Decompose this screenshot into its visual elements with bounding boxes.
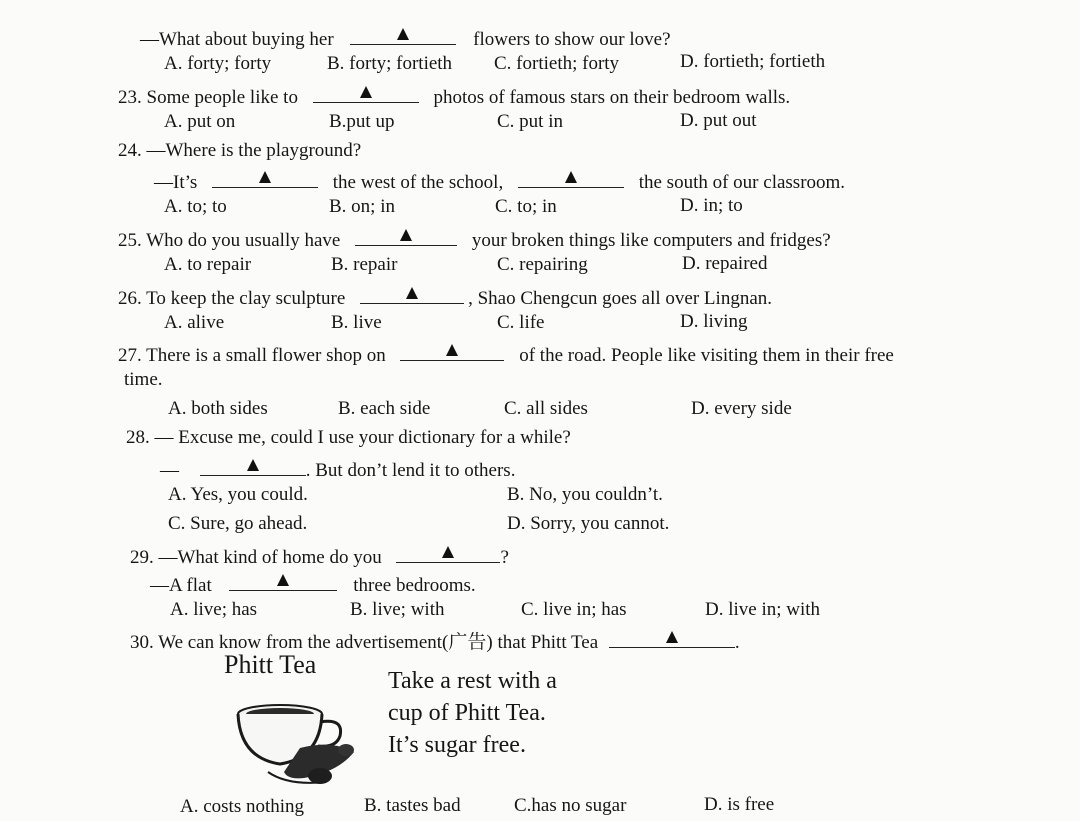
q29-stem: [130, 542, 509, 569]
q22-stem-start: —What about buying her: [140, 29, 334, 50]
triangle-marker-icon: [406, 287, 418, 299]
q28-option-d[interactable]: D. Sorry, you cannot.: [507, 513, 670, 534]
triangle-marker-icon: [277, 574, 289, 586]
q25-option-b[interactable]: B. repair: [331, 254, 398, 275]
q30-option-d[interactable]: D. is free: [704, 794, 775, 815]
q28-option-c[interactable]: C. Sure, go ahead.: [168, 513, 308, 534]
q22-stem: [140, 24, 671, 51]
q27-stem-end: of the road. People like visiting them in their free: [519, 345, 894, 366]
ad-line-3: It’s sugar free.: [388, 732, 526, 758]
q28-stem: [160, 455, 515, 482]
q24-option-d[interactable]: D. in; to: [680, 195, 743, 216]
q28-stem-end: . But don’t lend it to others.: [305, 460, 516, 481]
q29-option-c[interactable]: C. live in; has: [521, 599, 627, 620]
q23-stem-end: photos of famous stars on their bedroom walls.: [433, 87, 791, 108]
triangle-marker-icon: [442, 546, 454, 558]
q29-blank-2[interactable]: [229, 570, 337, 591]
q27-option-a[interactable]: A. both sides: [168, 398, 268, 419]
q25-option-d[interactable]: D. repaired: [682, 253, 768, 274]
q30-option-c[interactable]: C.has no sugar: [514, 795, 627, 816]
q26-blank[interactable]: [360, 283, 464, 304]
q24-option-a[interactable]: A. to; to: [164, 196, 227, 217]
q25-option-a[interactable]: A. to repair: [164, 254, 252, 275]
ad-title: Phitt Tea: [224, 650, 317, 679]
q29-answer-end: three bedrooms.: [353, 575, 476, 596]
q28-stem-start: —: [160, 460, 179, 481]
q27-blank[interactable]: [400, 340, 504, 361]
q29-answer-start: —A flat: [150, 575, 212, 596]
q26-stem-start: 26. To keep the clay sculpture: [118, 288, 346, 309]
q23-stem: [118, 82, 790, 109]
triangle-marker-icon: [247, 459, 259, 471]
q23-blank[interactable]: [313, 82, 419, 103]
q26-stem: [118, 283, 772, 310]
q29-answer-stem: [150, 570, 476, 597]
q29-option-b[interactable]: B. live; with: [350, 599, 445, 620]
q29-blank-1[interactable]: [396, 542, 500, 563]
q30-stem: [130, 627, 740, 654]
q22-option-b[interactable]: B. forty; fortieth: [327, 53, 453, 74]
triangle-marker-icon: [446, 344, 458, 356]
q26-option-d[interactable]: D. living: [680, 311, 748, 332]
q22-option-a[interactable]: A. forty; forty: [164, 53, 272, 74]
q25-stem-start: 25. Who do you usually have: [118, 230, 341, 251]
q27-option-d[interactable]: D. every side: [691, 398, 792, 419]
q29-stem-end: ?: [500, 547, 509, 568]
ad-line-1: Take a rest with a: [388, 668, 557, 694]
q27-option-c[interactable]: C. all sides: [504, 398, 588, 419]
q25-stem: [118, 225, 831, 252]
q24-stem-end: the south of our classroom.: [638, 172, 846, 193]
q22-blank[interactable]: [350, 24, 456, 45]
q25-option-c[interactable]: C. repairing: [497, 254, 588, 275]
tea-cup-icon: [228, 690, 368, 790]
q27-stem: [118, 340, 894, 367]
triangle-marker-icon: [259, 171, 271, 183]
q22-stem-end: flowers to show our love?: [473, 29, 671, 50]
q28-blank[interactable]: [200, 455, 306, 476]
q23-stem-start: 23. Some people like to: [118, 87, 298, 108]
q25-blank[interactable]: [355, 225, 457, 246]
q28-line1: 28. — Excuse me, could I use your dictionary for a while?: [126, 427, 571, 448]
q25-stem-end: your broken things like computers and fridges?: [471, 230, 831, 251]
q30-option-b[interactable]: B. tastes bad: [364, 795, 461, 816]
q24-option-b[interactable]: B. on; in: [329, 196, 395, 217]
q30-option-a[interactable]: A. costs nothing: [180, 796, 305, 817]
q29-option-a[interactable]: A. live; has: [170, 599, 258, 620]
ad-line-2: cup of Phitt Tea.: [388, 700, 546, 726]
q26-option-a[interactable]: A. alive: [164, 312, 225, 333]
q24-option-c[interactable]: C. to; in: [495, 196, 557, 217]
q30-stem-end: .: [734, 632, 740, 653]
triangle-marker-icon: [400, 229, 412, 241]
q23-option-d[interactable]: D. put out: [680, 110, 757, 131]
q24-blank-2[interactable]: [518, 167, 624, 188]
q23-option-b[interactable]: B.put up: [329, 111, 395, 132]
q24-stem-start: —It’s: [154, 172, 198, 193]
triangle-marker-icon: [360, 86, 372, 98]
q27-option-b[interactable]: B. each side: [338, 398, 431, 419]
q26-option-c[interactable]: C. life: [497, 312, 545, 333]
q28-option-b[interactable]: B. No, you couldn’t.: [507, 484, 663, 505]
triangle-marker-icon: [397, 28, 409, 40]
q28-option-a[interactable]: A. Yes, you could.: [168, 484, 308, 505]
triangle-marker-icon: [666, 631, 678, 643]
q30-blank[interactable]: [609, 627, 735, 648]
q24-line1: 24. —Where is the playground?: [118, 140, 362, 161]
q22-option-c[interactable]: C. fortieth; forty: [494, 53, 620, 74]
triangle-marker-icon: [565, 171, 577, 183]
q27-stem-start: 27. There is a small flower shop on: [118, 345, 386, 366]
q26-option-b[interactable]: B. live: [331, 312, 382, 333]
q24-blank-1[interactable]: [212, 167, 318, 188]
q24-stem: [154, 167, 845, 194]
q24-stem-middle: the west of the school,: [332, 172, 504, 193]
q23-option-a[interactable]: A. put on: [164, 111, 236, 132]
q27-stem-continued: time.: [124, 369, 163, 390]
q22-option-d[interactable]: D. fortieth; fortieth: [680, 51, 826, 72]
q23-option-c[interactable]: C. put in: [497, 111, 563, 132]
q29-option-d[interactable]: D. live in; with: [705, 599, 821, 620]
q30-stem-start: 30. We can know from the advertisement(广告) that Phitt Tea: [130, 632, 599, 653]
q26-stem-end: , Shao Chengcun goes all over Lingnan.: [468, 288, 772, 309]
q29-stem-start: 29. —What kind of home do you: [130, 547, 382, 568]
